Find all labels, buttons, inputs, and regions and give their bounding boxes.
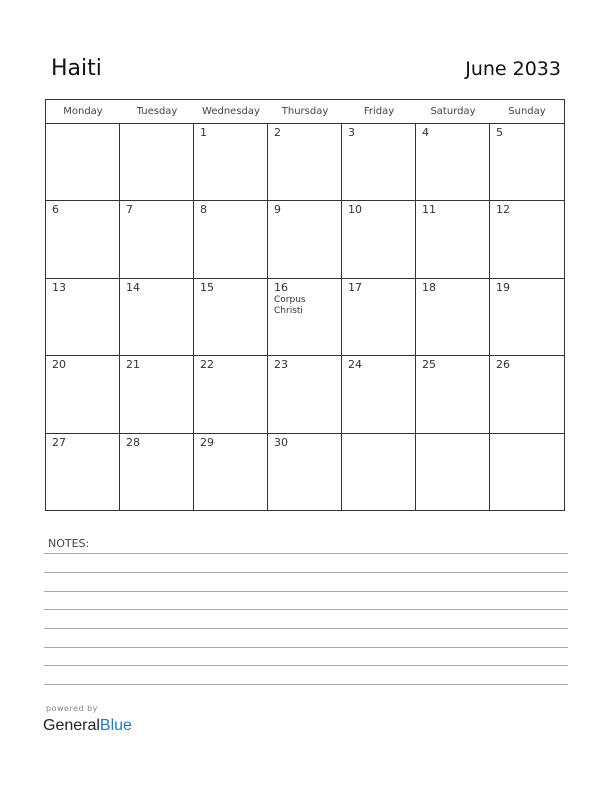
day-cell: [120, 279, 194, 356]
day-cell: [194, 124, 268, 201]
note-line: [44, 572, 568, 573]
day-number: 21: [126, 358, 140, 372]
day-grid: [46, 124, 564, 511]
day-number: 23: [274, 358, 288, 372]
day-cell: [416, 434, 490, 511]
note-line: [44, 684, 568, 685]
day-cell: [194, 356, 268, 433]
day-number: 22: [200, 358, 214, 372]
brand-blue-text: Blue: [99, 717, 132, 734]
weekday-tuesday: Tuesday: [136, 106, 178, 117]
day-cell: [490, 434, 564, 511]
country-title: Haiti: [51, 56, 102, 81]
day-cell: [416, 356, 490, 433]
weekday-sunday: Sunday: [508, 106, 546, 117]
day-cell: [120, 434, 194, 511]
day-cell: [342, 356, 416, 433]
day-number: 25: [422, 358, 436, 372]
day-cell: [120, 356, 194, 433]
note-line: [44, 665, 568, 666]
day-number: 19: [496, 280, 510, 294]
day-cell: [120, 124, 194, 201]
day-cell: [342, 279, 416, 356]
day-cell: [194, 434, 268, 511]
brand-general-text: General: [43, 717, 100, 734]
day-cell: [46, 124, 120, 201]
day-cell: [490, 279, 564, 356]
day-number: 28: [126, 435, 140, 449]
note-line: [44, 553, 568, 554]
generalblue-logo: [43, 716, 132, 736]
day-number: 26: [496, 358, 510, 372]
powered-by-label: powered by: [46, 704, 98, 713]
day-number: 13: [52, 280, 66, 294]
day-cell: [490, 201, 564, 278]
weekday-thursday: Thursday: [281, 106, 329, 117]
day-number: 11: [422, 203, 436, 217]
day-number: 8: [200, 203, 207, 217]
day-number: 1: [200, 126, 207, 139]
day-cell: [268, 356, 342, 433]
day-number: 16: [274, 280, 288, 294]
day-number: 12: [496, 203, 510, 217]
day-cell: [46, 434, 120, 511]
day-cell: [416, 279, 490, 356]
day-number: 29: [200, 435, 214, 449]
day-cell: [342, 124, 416, 201]
notes-label: NOTES:: [48, 537, 90, 550]
note-line: [44, 609, 568, 610]
note-line: [44, 628, 568, 629]
day-number: 2: [274, 126, 281, 139]
day-cell: [268, 124, 342, 201]
day-cell: [416, 201, 490, 278]
weekday-friday: Friday: [363, 106, 395, 117]
weekday-saturday: Saturday: [430, 106, 476, 117]
day-cell: [268, 434, 342, 511]
holiday-label: Corpus Christi: [274, 294, 306, 316]
day-number: 7: [126, 203, 133, 217]
day-cell: [342, 201, 416, 278]
day-cell: [46, 356, 120, 433]
day-cell: [268, 279, 342, 356]
day-cell: [194, 201, 268, 278]
weekday-wednesday: Wednesday: [202, 106, 260, 117]
day-cell: [490, 124, 564, 201]
day-cell: [46, 201, 120, 278]
day-cell: [46, 279, 120, 356]
day-number: 4: [422, 126, 429, 139]
day-number: 10: [348, 203, 362, 217]
day-number: 27: [52, 435, 66, 449]
day-cell: [120, 201, 194, 278]
day-number: 30: [274, 435, 288, 449]
day-number: 18: [422, 280, 436, 294]
day-number: 20: [52, 358, 66, 372]
day-number: 24: [348, 358, 362, 372]
day-number: 14: [126, 280, 140, 294]
calendar-grid: [45, 99, 565, 511]
day-number: 6: [52, 203, 59, 217]
day-number: 3: [348, 126, 355, 139]
day-cell: [194, 279, 268, 356]
day-number: 17: [348, 280, 362, 294]
month-year-title: June 2033: [465, 58, 561, 80]
note-line: [44, 647, 568, 648]
day-number: 9: [274, 203, 281, 217]
day-cell: [342, 434, 416, 511]
day-number: 15: [200, 280, 214, 294]
day-cell: [490, 356, 564, 433]
day-cell: [416, 124, 490, 201]
note-line: [44, 591, 568, 592]
day-cell: [268, 201, 342, 278]
weekday-monday: Monday: [63, 106, 103, 117]
day-number: 5: [496, 126, 503, 139]
weekday-header-row: [46, 100, 564, 124]
